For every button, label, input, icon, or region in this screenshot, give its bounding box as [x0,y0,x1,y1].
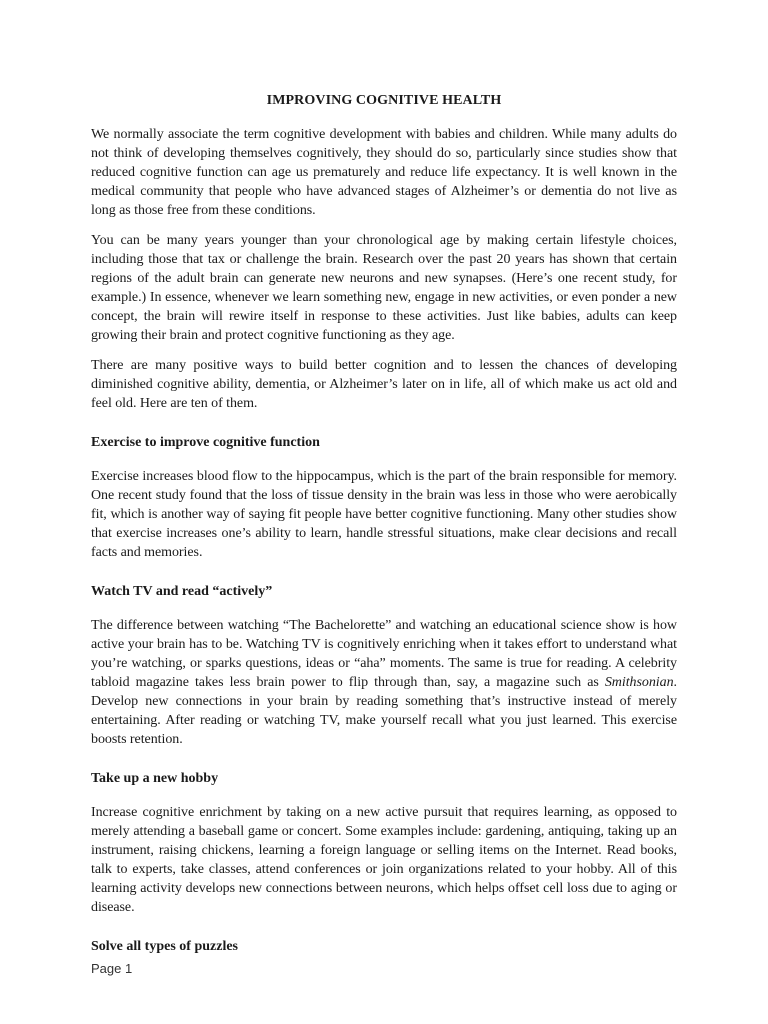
section-body-exercise: Exercise increases blood flow to the hippocampus, which is the part of the brain responsible for memory. One recent study found that the loss of tissue density in the brain was less in those who were aerobically fit, which is another way of saying fit people have better cognitive functioning. Many other studies show that exercise increases one’s ability to learn, handle stressful situations, make clear decisions and recall facts and memories. [91,469,677,560]
intro-paragraph-3: There are many positive ways to build better cognition and to lessen the chances of developing diminished cognitive ability, dementia, or Alzheimer’s later on in life, all of which make us act old and feel old. Here are ten of them. [91,358,677,411]
section-heading-watch-tv: Watch TV and read “actively” [91,584,273,599]
section-heading-exercise: Exercise to improve cognitive function [91,435,320,450]
section-body-watch-tv-part-2: . Develop new connections in your brain by reading something that’s instructive instead of merely entertaining. After reading or watching TV, make yourself recall what you just learned. This exercise boosts retention. [91,675,677,747]
page-content [91,91,677,971]
section-body-hobby: Increase cognitive enrichment by taking on a new active pursuit that requires learning, as opposed to merely attending a baseball game or concert. Some examples include: gardening, antiquing, taking up an instrument, raising chickens, learning a foreign language or selling items on the Internet. Read books, talk to experts, take classes, attend conferences or join organizations related to your hobby. All of this learning activity develops new connections between neurons, which helps offset cell loss due to aging or disease. [91,805,677,915]
section-heading-hobby: Take up a new hobby [91,771,219,786]
magazine-title-italic: Smithsonian [604,675,674,690]
document-title: IMPROVING COGNITIVE HEALTH [266,93,502,108]
section-body-watch-tv [91,616,677,749]
intro-paragraph-1: We normally associate the term cognitive development with babies and children. While many adults do not think of developing themselves cognitively, they should do so, particularly since studies show that reduced cognitive function can age us prematurely and reduce life expectancy. It is well known in the medical community that people who have advanced stages of Alzheimer’s or dementia do not live as long as those free from these conditions. [91,127,677,218]
section-heading-puzzles: Solve all types of puzzles [91,939,238,954]
intro-paragraph-2: You can be many years younger than your chronological age by making certain lifestyle choices, including those that tax or challenge the brain. Research over the past 20 years has shown that certain regions of the adult brain can generate new neurons and new synapses. (Here’s one recent study, for example.) In essence, whenever we learn something new, engage in new activities, or even ponder a new concept, the brain will rewire itself in response to these activities. Just like babies, adults can keep growing their brain and protect cognitive functioning as they age. [91,233,677,343]
section-body-watch-tv-part-1: The difference between watching “The Bachelorette” and watching an educational science show is how active your brain has to be. Watching TV is cognitively enriching when it takes effort to understand what you’re watching, or sparks questions, ideas or “aha” moments. The same is true for reading. A celebrity tabloid magazine takes less brain power to flip through than, say, a magazine such as [91,618,677,690]
page-number: Page 1 [91,961,133,976]
